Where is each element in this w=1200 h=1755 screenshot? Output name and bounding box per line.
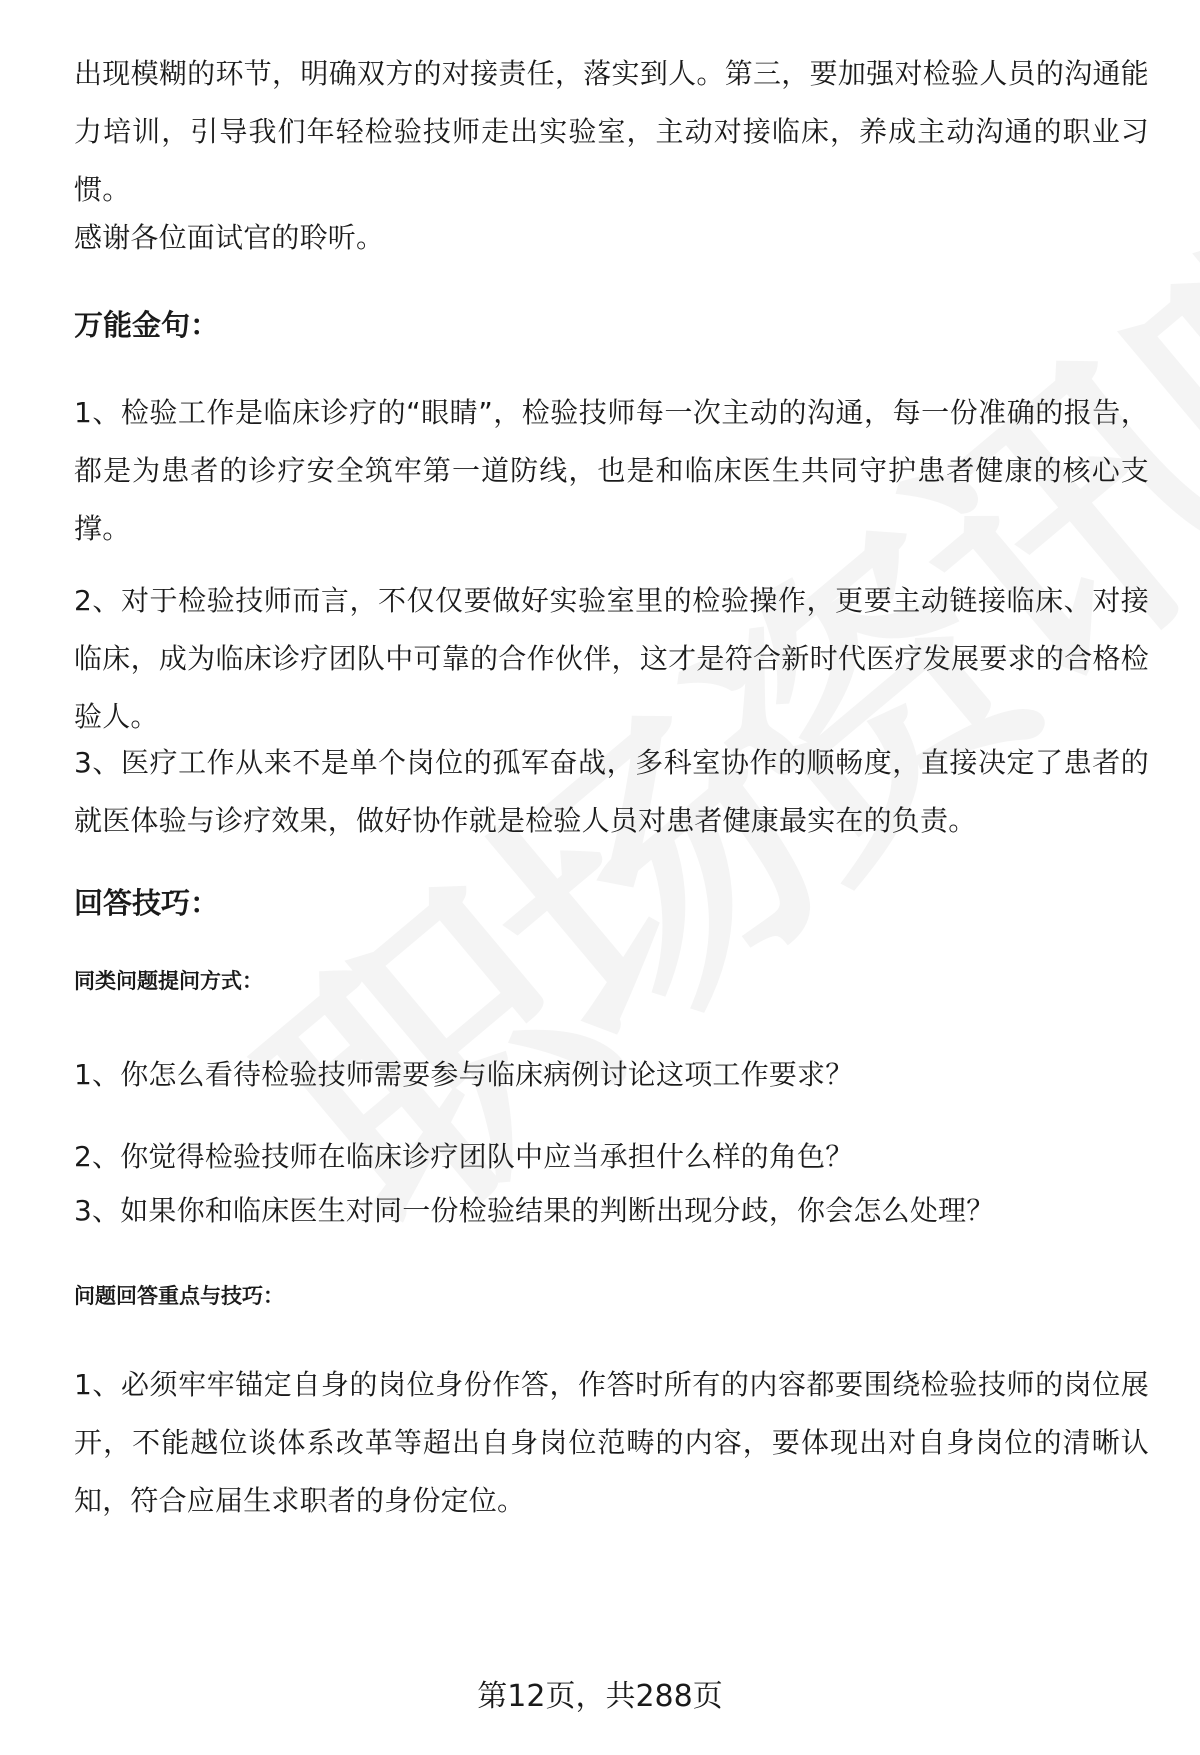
similar-question-3: 3、如果你和临床医生对同一份检验结果的判断出现分歧，你会怎么处理？ bbox=[74, 1194, 995, 1227]
document-page bbox=[74, 0, 1154, 1755]
answer-tips-heading: 回答技巧： bbox=[74, 886, 220, 920]
thanks-paragraph: 感谢各位面试官的聆听。 bbox=[74, 221, 385, 254]
intro-paragraph: 出现模糊的环节，明确双方的对接责任，落实到人。第三，要加强对检验人员的沟通能力培训，引导我们年轻检验技师走出实验室，主动对接临床，养成主动沟通的职业习惯。 bbox=[74, 57, 1149, 206]
golden-item-3: 3、医疗工作从来不是单个岗位的孤军奋战，多科室协作的顺畅度，直接决定了患者的就医体验与诊疗效果，做好协作就是检验人员对患者健康最实在的负责。 bbox=[74, 746, 1149, 837]
golden-item-1: 1、检验工作是临床诊疗的“眼睛”，检验技师每一次主动的沟通，每一份准确的报告，都是为患者的诊疗安全筑牢第一道防线，也是和临床医生共同守护患者健康的核心支撑。 bbox=[74, 396, 1149, 545]
golden-sentences-heading: 万能金句： bbox=[74, 308, 220, 342]
page-footer: 第12页，共288页 bbox=[477, 1679, 723, 1714]
key-points-heading: 问题回答重点与技巧： bbox=[74, 1284, 284, 1308]
golden-item-2: 2、对于检验技师而言，不仅仅要做好实验室里的检验操作，更要主动链接临床、对接临床，成为临床诊疗团队中可靠的合作伙伴，这才是符合新时代医疗发展要求的合格检验人。 bbox=[74, 584, 1149, 733]
similar-question-2: 2、你觉得检验技师在临床诊疗团队中应当承担什么样的角色？ bbox=[74, 1140, 854, 1173]
similar-question-1: 1、你怎么看待检验技师需要参与临床病例讨论这项工作要求？ bbox=[74, 1058, 854, 1091]
similar-questions-heading: 同类问题提问方式： bbox=[74, 969, 263, 993]
key-point-1: 1、必须牢牢锚定自身的岗位身份作答，作答时所有的内容都要围绕检验技师的岗位展开，不能越位谈体系改革等超出自身岗位范畴的内容，要体现出对自身岗位的清晰认知，符合应届生求职者的身份定位。 bbox=[74, 1368, 1149, 1517]
